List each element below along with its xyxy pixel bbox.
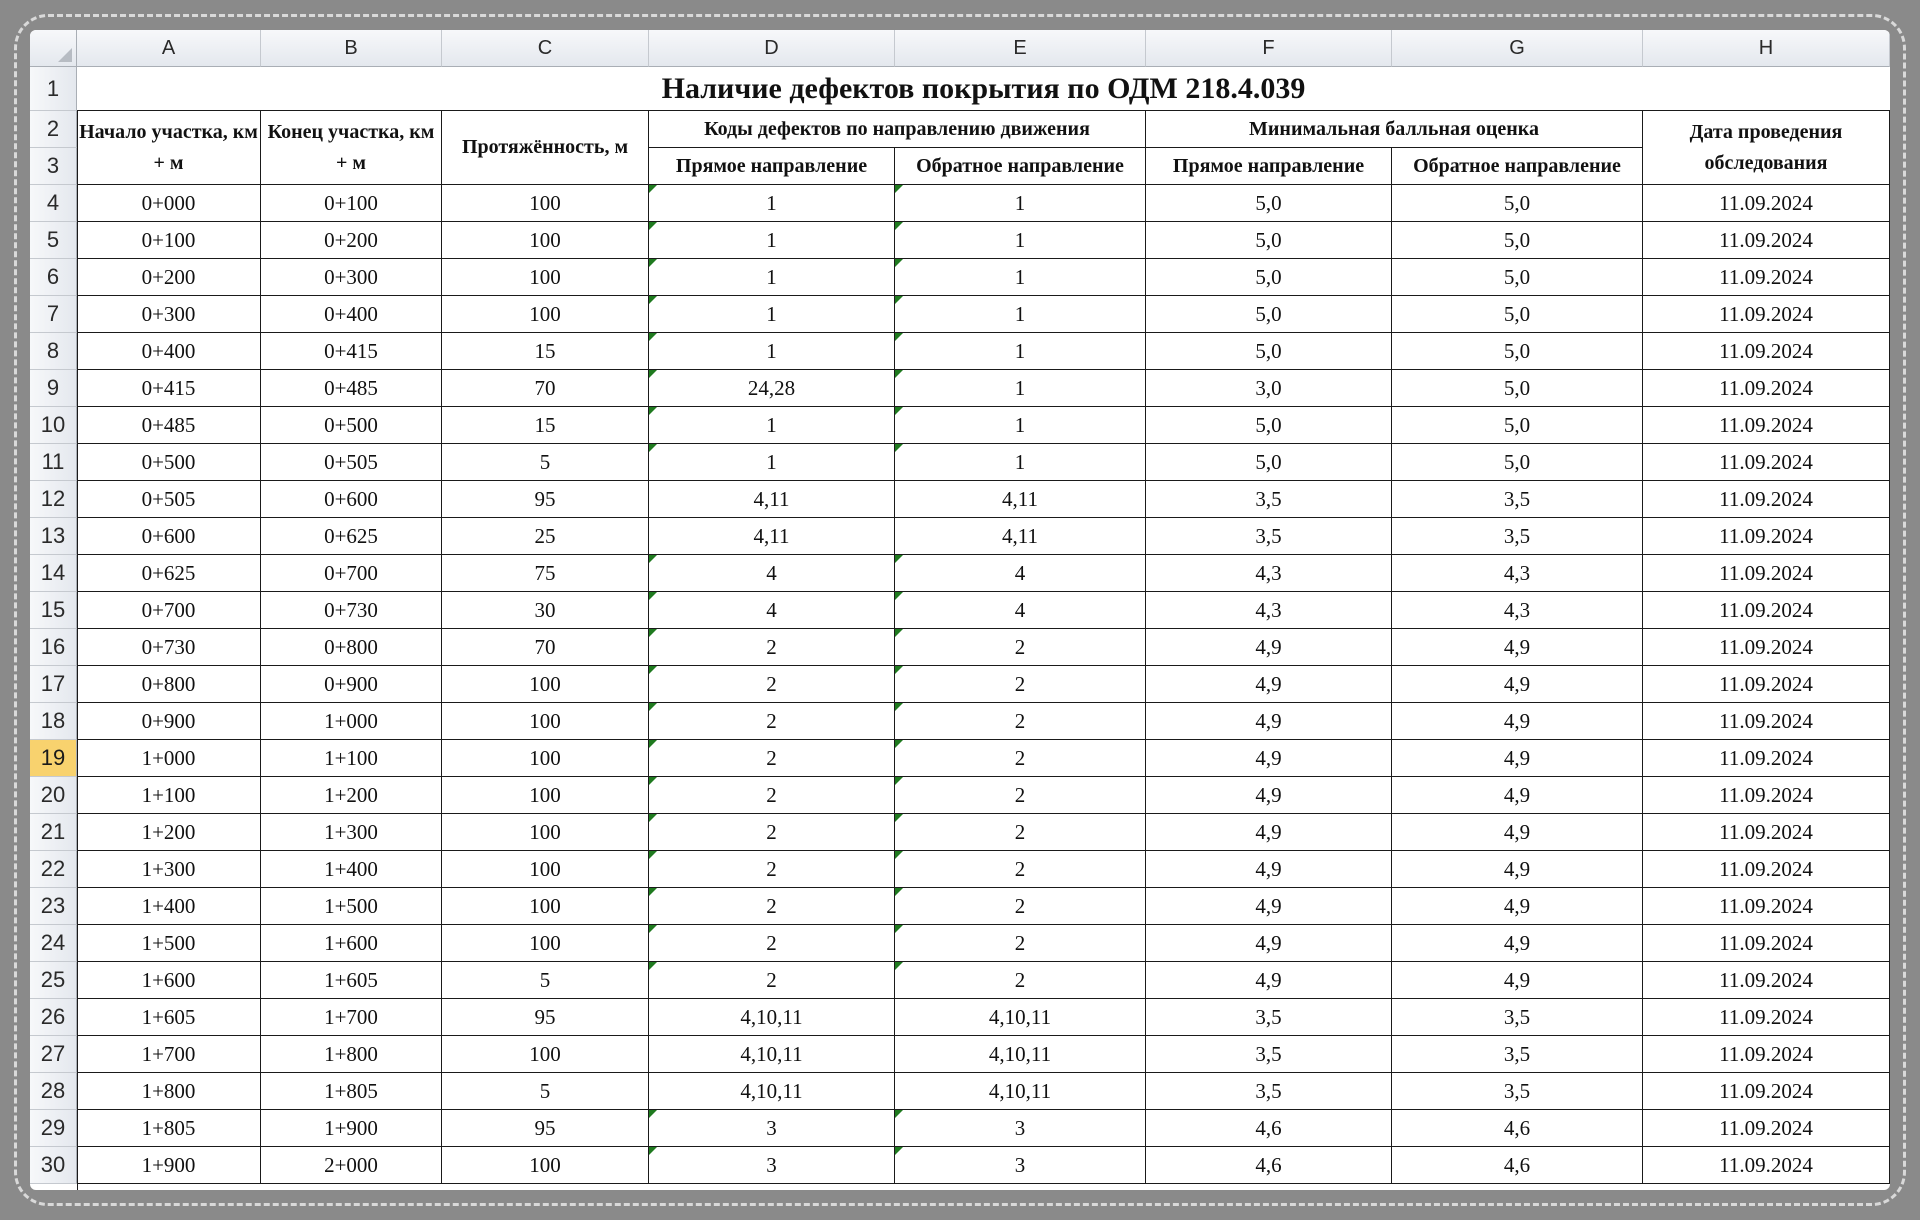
cell-defects-backward[interactable]: 2 xyxy=(895,925,1146,962)
cell-date[interactable]: 11.09.2024 xyxy=(1643,518,1890,555)
cell-start[interactable]: 0+415 xyxy=(77,370,261,407)
row-header-23[interactable]: 23 xyxy=(30,888,77,925)
cell-date[interactable]: 11.09.2024 xyxy=(1643,333,1890,370)
cell-end[interactable]: 1+800 xyxy=(261,1036,442,1073)
row-header-17[interactable]: 17 xyxy=(30,666,77,703)
cell-end[interactable]: 1+000 xyxy=(261,703,442,740)
cell-end[interactable]: 2+000 xyxy=(261,1147,442,1184)
cell-score-forward[interactable]: 4,3 xyxy=(1146,592,1392,629)
cell-start[interactable]: 0+625 xyxy=(77,555,261,592)
cell-date[interactable]: 11.09.2024 xyxy=(1643,962,1890,999)
cell-start[interactable]: 0+730 xyxy=(77,629,261,666)
cell-length[interactable]: 75 xyxy=(442,555,649,592)
cell-defects-forward[interactable]: 4,10,11 xyxy=(649,1036,895,1073)
cell-score-backward[interactable]: 4,9 xyxy=(1392,814,1643,851)
cell-defects-backward[interactable]: 4,11 xyxy=(895,481,1146,518)
cell-score-backward[interactable]: 4,9 xyxy=(1392,851,1643,888)
cell-end[interactable]: 0+100 xyxy=(261,185,442,222)
cell-date[interactable]: 11.09.2024 xyxy=(1643,1036,1890,1073)
cell-start[interactable]: 0+485 xyxy=(77,407,261,444)
cell-defects-forward[interactable]: 2 xyxy=(649,777,895,814)
cell-date[interactable]: 11.09.2024 xyxy=(1643,296,1890,333)
cell-score-forward[interactable]: 4,9 xyxy=(1146,814,1392,851)
row-header-15[interactable]: 15 xyxy=(30,592,77,629)
cell-score-forward[interactable]: 4,9 xyxy=(1146,666,1392,703)
cell-score-forward[interactable]: 4,6 xyxy=(1146,1110,1392,1147)
cell-defects-backward[interactable]: 2 xyxy=(895,888,1146,925)
row-header-27[interactable]: 27 xyxy=(30,1036,77,1073)
row-header-16[interactable]: 16 xyxy=(30,629,77,666)
cell-score-forward[interactable]: 4,9 xyxy=(1146,851,1392,888)
cell-start[interactable]: 0+200 xyxy=(77,259,261,296)
cell-score-forward[interactable]: 4,9 xyxy=(1146,925,1392,962)
cell-end[interactable]: 0+900 xyxy=(261,666,442,703)
cell-date[interactable]: 11.09.2024 xyxy=(1643,1110,1890,1147)
cell-defects-forward[interactable]: 4 xyxy=(649,555,895,592)
cell-defects-backward[interactable]: 4 xyxy=(895,592,1146,629)
cell-defects-backward[interactable]: 2 xyxy=(895,777,1146,814)
cell-end[interactable]: 0+300 xyxy=(261,259,442,296)
cell-score-forward[interactable]: 4,9 xyxy=(1146,888,1392,925)
cell-start[interactable]: 1+700 xyxy=(77,1036,261,1073)
row-header-4[interactable]: 4 xyxy=(30,185,77,222)
cell-defects-backward[interactable]: 1 xyxy=(895,370,1146,407)
row-header-2[interactable]: 2 xyxy=(30,111,77,148)
cell-start[interactable]: 1+600 xyxy=(77,962,261,999)
row-header-8[interactable]: 8 xyxy=(30,333,77,370)
cell-date[interactable]: 11.09.2024 xyxy=(1643,851,1890,888)
row-header-12[interactable]: 12 xyxy=(30,481,77,518)
row-header-24[interactable]: 24 xyxy=(30,925,77,962)
row-header-25[interactable]: 25 xyxy=(30,962,77,999)
cell-defects-forward[interactable]: 2 xyxy=(649,629,895,666)
row-header-5[interactable]: 5 xyxy=(30,222,77,259)
row-header-28[interactable]: 28 xyxy=(30,1073,77,1110)
cell-defects-backward[interactable]: 1 xyxy=(895,296,1146,333)
cell-score-backward[interactable]: 4,9 xyxy=(1392,740,1643,777)
cell-date[interactable]: 11.09.2024 xyxy=(1643,1147,1890,1184)
cell-score-forward[interactable]: 3,5 xyxy=(1146,999,1392,1036)
cell-date[interactable]: 11.09.2024 xyxy=(1643,888,1890,925)
column-header-d[interactable]: D xyxy=(649,30,895,67)
cell-date[interactable]: 11.09.2024 xyxy=(1643,259,1890,296)
column-header-g[interactable]: G xyxy=(1392,30,1643,67)
cell-end[interactable]: 1+500 xyxy=(261,888,442,925)
cell-start[interactable]: 0+500 xyxy=(77,444,261,481)
cell-defects-backward[interactable]: 1 xyxy=(895,185,1146,222)
cell-score-backward[interactable]: 5,0 xyxy=(1392,259,1643,296)
header-score-backward[interactable]: Обратное направление xyxy=(1392,148,1643,185)
header-end-km[interactable]: Конец участка, км + м xyxy=(261,111,442,185)
cell-score-backward[interactable]: 4,3 xyxy=(1392,555,1643,592)
cell-score-forward[interactable]: 5,0 xyxy=(1146,259,1392,296)
row-header-10[interactable]: 10 xyxy=(30,407,77,444)
cell-score-backward[interactable]: 3,5 xyxy=(1392,1036,1643,1073)
cell-defects-backward[interactable]: 4 xyxy=(895,555,1146,592)
column-header-e[interactable]: E xyxy=(895,30,1146,67)
cell-end[interactable]: 1+900 xyxy=(261,1110,442,1147)
cell-score-forward[interactable]: 4,9 xyxy=(1146,962,1392,999)
cell-date[interactable]: 11.09.2024 xyxy=(1643,740,1890,777)
cell-length[interactable]: 100 xyxy=(442,740,649,777)
row-header-29[interactable]: 29 xyxy=(30,1110,77,1147)
cell-defects-forward[interactable]: 1 xyxy=(649,185,895,222)
cell-defects-backward[interactable]: 1 xyxy=(895,444,1146,481)
cell-length[interactable]: 100 xyxy=(442,222,649,259)
cell-end[interactable]: 0+400 xyxy=(261,296,442,333)
cell-score-forward[interactable]: 5,0 xyxy=(1146,296,1392,333)
cell-start[interactable]: 1+800 xyxy=(77,1073,261,1110)
cell-score-backward[interactable]: 3,5 xyxy=(1392,481,1643,518)
cell-defects-forward[interactable]: 24,28 xyxy=(649,370,895,407)
cell-score-backward[interactable]: 5,0 xyxy=(1392,296,1643,333)
cell-date[interactable]: 11.09.2024 xyxy=(1643,703,1890,740)
cell-score-forward[interactable]: 4,9 xyxy=(1146,777,1392,814)
cell-score-backward[interactable]: 3,5 xyxy=(1392,518,1643,555)
cell-defects-forward[interactable]: 2 xyxy=(649,925,895,962)
row-header-26[interactable]: 26 xyxy=(30,999,77,1036)
cell-defects-forward[interactable]: 3 xyxy=(649,1110,895,1147)
cell-length[interactable]: 25 xyxy=(442,518,649,555)
row-header-30[interactable]: 30 xyxy=(30,1147,77,1184)
cell-defects-forward[interactable]: 1 xyxy=(649,222,895,259)
cell-defects-backward[interactable]: 4,10,11 xyxy=(895,1036,1146,1073)
cell-defects-backward[interactable]: 2 xyxy=(895,666,1146,703)
cell-end[interactable]: 1+200 xyxy=(261,777,442,814)
cell-defects-forward[interactable]: 4,11 xyxy=(649,481,895,518)
cell-length[interactable]: 15 xyxy=(442,407,649,444)
header-min-score[interactable]: Минимальная балльная оценка xyxy=(1146,111,1643,148)
cell-length[interactable]: 5 xyxy=(442,962,649,999)
cell-score-backward[interactable]: 5,0 xyxy=(1392,407,1643,444)
cell-length[interactable]: 15 xyxy=(442,333,649,370)
cell-score-backward[interactable]: 4,3 xyxy=(1392,592,1643,629)
cell-start[interactable]: 0+700 xyxy=(77,592,261,629)
cell-defects-forward[interactable]: 2 xyxy=(649,740,895,777)
row-header-18[interactable]: 18 xyxy=(30,703,77,740)
cell-end[interactable]: 0+415 xyxy=(261,333,442,370)
cell-length[interactable]: 95 xyxy=(442,481,649,518)
cell-defects-backward[interactable]: 1 xyxy=(895,222,1146,259)
cell-score-backward[interactable]: 4,9 xyxy=(1392,703,1643,740)
cell-defects-forward[interactable]: 2 xyxy=(649,814,895,851)
cell-date[interactable]: 11.09.2024 xyxy=(1643,407,1890,444)
cell-start[interactable]: 1+400 xyxy=(77,888,261,925)
cell-defects-backward[interactable]: 2 xyxy=(895,740,1146,777)
cell-defects-backward[interactable]: 1 xyxy=(895,259,1146,296)
header-defects-backward[interactable]: Обратное направление xyxy=(895,148,1146,185)
cell-score-backward[interactable]: 4,6 xyxy=(1392,1110,1643,1147)
cell-score-backward[interactable]: 4,9 xyxy=(1392,962,1643,999)
cell-start[interactable]: 1+000 xyxy=(77,740,261,777)
cell-defects-forward[interactable]: 1 xyxy=(649,259,895,296)
cell-start[interactable]: 0+800 xyxy=(77,666,261,703)
cell-end[interactable]: 0+500 xyxy=(261,407,442,444)
cell-length[interactable]: 100 xyxy=(442,185,649,222)
cell-start[interactable]: 0+400 xyxy=(77,333,261,370)
row-header-7[interactable]: 7 xyxy=(30,296,77,333)
cell-score-backward[interactable]: 5,0 xyxy=(1392,222,1643,259)
cell-defects-forward[interactable]: 2 xyxy=(649,851,895,888)
cell-length[interactable]: 100 xyxy=(442,851,649,888)
row-header-9[interactable]: 9 xyxy=(30,370,77,407)
cell-score-forward[interactable]: 5,0 xyxy=(1146,407,1392,444)
cell-score-forward[interactable]: 3,0 xyxy=(1146,370,1392,407)
cell-date[interactable]: 11.09.2024 xyxy=(1643,185,1890,222)
cell-defects-backward[interactable]: 2 xyxy=(895,703,1146,740)
cell-defects-forward[interactable]: 2 xyxy=(649,666,895,703)
cell-end[interactable]: 1+805 xyxy=(261,1073,442,1110)
cell-start[interactable]: 0+900 xyxy=(77,703,261,740)
cell-score-forward[interactable]: 3,5 xyxy=(1146,481,1392,518)
cell-date[interactable]: 11.09.2024 xyxy=(1643,481,1890,518)
cell-score-forward[interactable]: 3,5 xyxy=(1146,1073,1392,1110)
cell-defects-backward[interactable]: 4,11 xyxy=(895,518,1146,555)
cell-defects-forward[interactable]: 2 xyxy=(649,703,895,740)
cell-score-forward[interactable]: 4,3 xyxy=(1146,555,1392,592)
cell-end[interactable]: 0+700 xyxy=(261,555,442,592)
header-length[interactable]: Протяжённость, м xyxy=(442,111,649,185)
cell-date[interactable]: 11.09.2024 xyxy=(1643,666,1890,703)
cell-defects-backward[interactable]: 3 xyxy=(895,1110,1146,1147)
cell-defects-backward[interactable]: 3 xyxy=(895,1147,1146,1184)
cell-score-backward[interactable]: 3,5 xyxy=(1392,1073,1643,1110)
cell-date[interactable]: 11.09.2024 xyxy=(1643,629,1890,666)
cell-start[interactable]: 0+600 xyxy=(77,518,261,555)
cell-length[interactable]: 5 xyxy=(442,444,649,481)
cell-score-forward[interactable]: 3,5 xyxy=(1146,1036,1392,1073)
table-title[interactable]: Наличие дефектов покрытия по ОДМ 218.4.039 xyxy=(77,67,1890,111)
cell-score-backward[interactable]: 4,6 xyxy=(1392,1147,1643,1184)
cell-end[interactable]: 1+700 xyxy=(261,999,442,1036)
cell-defects-forward[interactable]: 2 xyxy=(649,888,895,925)
row-header-11[interactable]: 11 xyxy=(30,444,77,481)
row-header-21[interactable]: 21 xyxy=(30,814,77,851)
column-header-h[interactable]: H xyxy=(1643,30,1890,67)
cell-start[interactable]: 1+200 xyxy=(77,814,261,851)
cell-end[interactable]: 1+400 xyxy=(261,851,442,888)
cell-score-forward[interactable]: 4,6 xyxy=(1146,1147,1392,1184)
cell-length[interactable]: 95 xyxy=(442,1110,649,1147)
header-defects-forward[interactable]: Прямое направление xyxy=(649,148,895,185)
cell-date[interactable]: 11.09.2024 xyxy=(1643,592,1890,629)
row-header-14[interactable]: 14 xyxy=(30,555,77,592)
cell-defects-forward[interactable]: 1 xyxy=(649,296,895,333)
cell-defects-backward[interactable]: 2 xyxy=(895,814,1146,851)
cell-date[interactable]: 11.09.2024 xyxy=(1643,1073,1890,1110)
column-header-a[interactable]: A xyxy=(77,30,261,67)
header-defect-codes[interactable]: Коды дефектов по направлению движения xyxy=(649,111,1146,148)
column-header-b[interactable]: B xyxy=(261,30,442,67)
cell-length[interactable]: 100 xyxy=(442,703,649,740)
cell-defects-backward[interactable]: 4,10,11 xyxy=(895,1073,1146,1110)
cell-length[interactable]: 100 xyxy=(442,259,649,296)
cell-start[interactable]: 1+900 xyxy=(77,1147,261,1184)
cell-start[interactable]: 1+500 xyxy=(77,925,261,962)
cell-defects-backward[interactable]: 2 xyxy=(895,629,1146,666)
cell-end[interactable]: 0+600 xyxy=(261,481,442,518)
row-header-22[interactable]: 22 xyxy=(30,851,77,888)
select-all-icon xyxy=(58,48,72,62)
cell-defects-forward[interactable]: 4,10,11 xyxy=(649,1073,895,1110)
cell-end[interactable]: 1+605 xyxy=(261,962,442,999)
cell-length[interactable]: 95 xyxy=(442,999,649,1036)
row-header-20[interactable]: 20 xyxy=(30,777,77,814)
cell-start[interactable]: 0+300 xyxy=(77,296,261,333)
cell-score-backward[interactable]: 5,0 xyxy=(1392,185,1643,222)
cell-defects-forward[interactable]: 2 xyxy=(649,962,895,999)
cell-score-backward[interactable]: 4,9 xyxy=(1392,888,1643,925)
cell-defects-backward[interactable]: 4,10,11 xyxy=(895,999,1146,1036)
header-survey-date[interactable]: Дата проведения обследования xyxy=(1643,111,1890,185)
cell-defects-forward[interactable]: 4,11 xyxy=(649,518,895,555)
cell-date[interactable]: 11.09.2024 xyxy=(1643,777,1890,814)
cell-defects-backward[interactable]: 1 xyxy=(895,333,1146,370)
cell-length[interactable]: 100 xyxy=(442,296,649,333)
cell-defects-forward[interactable]: 3 xyxy=(649,1147,895,1184)
cell-score-forward[interactable]: 4,9 xyxy=(1146,703,1392,740)
cell-score-backward[interactable]: 5,0 xyxy=(1392,370,1643,407)
cell-defects-backward[interactable]: 2 xyxy=(895,851,1146,888)
cell-score-forward[interactable]: 3,5 xyxy=(1146,518,1392,555)
cell-length[interactable]: 70 xyxy=(442,370,649,407)
cell-length[interactable]: 100 xyxy=(442,1147,649,1184)
cell-score-backward[interactable]: 5,0 xyxy=(1392,333,1643,370)
cell-score-forward[interactable]: 4,9 xyxy=(1146,740,1392,777)
cell-length[interactable]: 30 xyxy=(442,592,649,629)
cell-date[interactable]: 11.09.2024 xyxy=(1643,444,1890,481)
cell-date[interactable]: 11.09.2024 xyxy=(1643,925,1890,962)
cell-length[interactable]: 70 xyxy=(442,629,649,666)
cell-length[interactable]: 5 xyxy=(442,1073,649,1110)
cell-start[interactable]: 0+100 xyxy=(77,222,261,259)
cell-defects-forward[interactable]: 1 xyxy=(649,333,895,370)
cell-start[interactable]: 0+505 xyxy=(77,481,261,518)
cell-end[interactable]: 1+300 xyxy=(261,814,442,851)
cell-defects-forward[interactable]: 4 xyxy=(649,592,895,629)
cell-defects-backward[interactable]: 1 xyxy=(895,407,1146,444)
cell-end[interactable]: 1+100 xyxy=(261,740,442,777)
cell-score-backward[interactable]: 4,9 xyxy=(1392,925,1643,962)
cell-defects-backward[interactable]: 2 xyxy=(895,962,1146,999)
cell-score-backward[interactable]: 4,9 xyxy=(1392,777,1643,814)
cell-date[interactable]: 11.09.2024 xyxy=(1643,222,1890,259)
cell-end[interactable]: 1+600 xyxy=(261,925,442,962)
cell-length[interactable]: 100 xyxy=(442,814,649,851)
cell-length[interactable]: 100 xyxy=(442,925,649,962)
column-header-f[interactable]: F xyxy=(1146,30,1392,67)
cell-score-forward[interactable]: 5,0 xyxy=(1146,222,1392,259)
spreadsheet-grid[interactable] xyxy=(30,30,1890,1190)
cell-score-forward[interactable]: 4,9 xyxy=(1146,629,1392,666)
cell-defects-forward[interactable]: 1 xyxy=(649,444,895,481)
cell-start[interactable]: 1+300 xyxy=(77,851,261,888)
cell-end[interactable]: 0+505 xyxy=(261,444,442,481)
cell-start[interactable]: 1+805 xyxy=(77,1110,261,1147)
cell-end[interactable]: 0+200 xyxy=(261,222,442,259)
cell-score-forward[interactable]: 5,0 xyxy=(1146,444,1392,481)
cell-end[interactable]: 0+485 xyxy=(261,370,442,407)
row-header-1[interactable]: 1 xyxy=(30,67,77,111)
column-header-c[interactable]: C xyxy=(442,30,649,67)
select-all-corner[interactable] xyxy=(30,30,77,67)
cell-start[interactable]: 1+100 xyxy=(77,777,261,814)
cell-date[interactable]: 11.09.2024 xyxy=(1643,555,1890,592)
cell-length[interactable]: 100 xyxy=(442,666,649,703)
row-header-13[interactable]: 13 xyxy=(30,518,77,555)
cell-start[interactable]: 1+605 xyxy=(77,999,261,1036)
cell-start[interactable]: 0+000 xyxy=(77,185,261,222)
cell-length[interactable]: 100 xyxy=(442,777,649,814)
header-start-km[interactable]: Начало участка, км + м xyxy=(77,111,261,185)
cell-end[interactable]: 0+800 xyxy=(261,629,442,666)
cell-date[interactable]: 11.09.2024 xyxy=(1643,370,1890,407)
cell-end[interactable]: 0+730 xyxy=(261,592,442,629)
cell-score-backward[interactable]: 4,9 xyxy=(1392,666,1643,703)
cell-defects-forward[interactable]: 4,10,11 xyxy=(649,999,895,1036)
cell-score-forward[interactable]: 5,0 xyxy=(1146,333,1392,370)
cell-score-backward[interactable]: 3,5 xyxy=(1392,999,1643,1036)
header-score-forward[interactable]: Прямое направление xyxy=(1146,148,1392,185)
row-header-6[interactable]: 6 xyxy=(30,259,77,296)
cell-score-backward[interactable]: 5,0 xyxy=(1392,444,1643,481)
cell-score-forward[interactable]: 5,0 xyxy=(1146,185,1392,222)
cell-date[interactable]: 11.09.2024 xyxy=(1643,999,1890,1036)
row-header-19[interactable]: 19 xyxy=(30,740,77,777)
cell-length[interactable]: 100 xyxy=(442,1036,649,1073)
cell-defects-forward[interactable]: 1 xyxy=(649,407,895,444)
cell-score-backward[interactable]: 4,9 xyxy=(1392,629,1643,666)
cell-end[interactable]: 0+625 xyxy=(261,518,442,555)
cell-length[interactable]: 100 xyxy=(442,888,649,925)
row-header-3[interactable]: 3 xyxy=(30,148,77,185)
cell-date[interactable]: 11.09.2024 xyxy=(1643,814,1890,851)
